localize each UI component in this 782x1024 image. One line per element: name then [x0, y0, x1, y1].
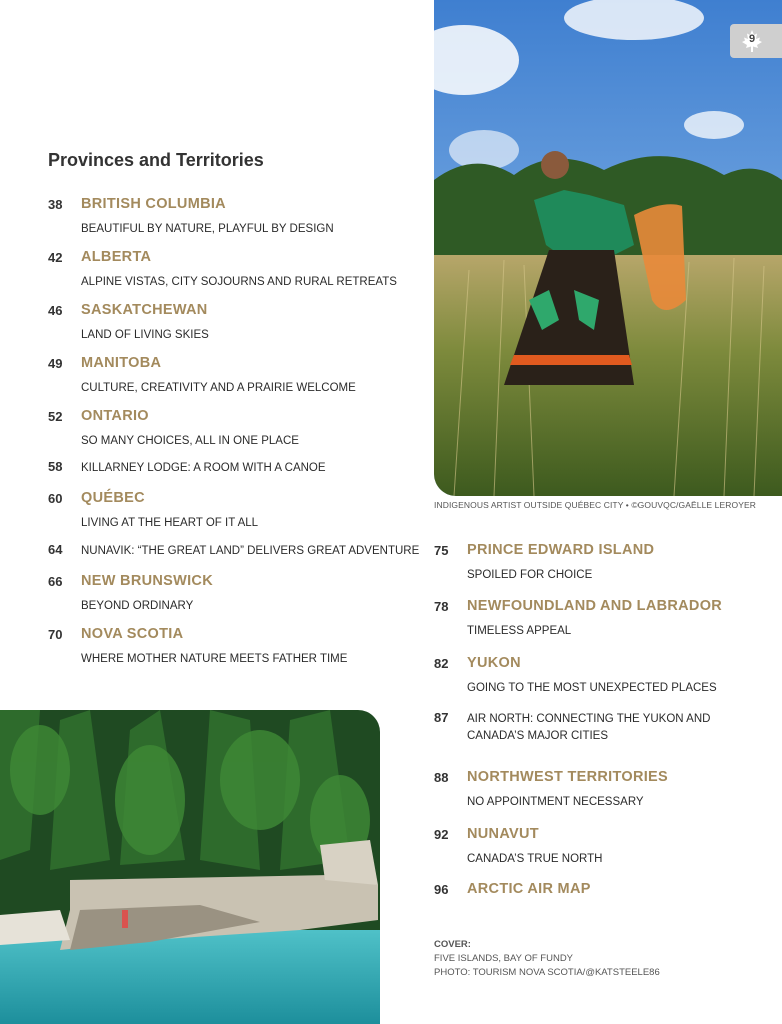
- entry-description: CANADA’S TRUE NORTH: [467, 853, 603, 865]
- entry-description: LIVING AT THE HEART OF IT ALL: [81, 517, 259, 529]
- cover-location: FIVE ISLANDS, BAY OF FUNDY: [434, 953, 574, 964]
- page-ref: 96: [434, 882, 449, 897]
- region-name: BRITISH COLUMBIA: [81, 196, 226, 212]
- page-ref: 49: [48, 356, 63, 371]
- page-ref: 66: [48, 574, 63, 589]
- shoreline-photo: [0, 710, 380, 1024]
- entry-description: KILLARNEY LODGE: A ROOM WITH A CANOE: [81, 462, 326, 474]
- photo-caption: INDIGENOUS ARTIST OUTSIDE QUÉBEC CITY • ©GOUVQC/GAËLLE LEROYER: [434, 500, 756, 510]
- entry-description: NUNAVIK: “THE GREAT LAND” DELIVERS GREAT ADVENTURE: [81, 545, 420, 557]
- entry-description: CULTURE, CREATIVITY AND A PRAIRIE WELCOME: [81, 382, 356, 394]
- region-name: NUNAVUT: [467, 826, 539, 842]
- region-name: MANITOBA: [81, 355, 162, 371]
- region-name: ONTARIO: [81, 408, 149, 424]
- page-ref: 70: [48, 627, 63, 642]
- page-ref: 75: [434, 543, 449, 558]
- region-name: QUÉBEC: [81, 490, 145, 506]
- page-ref: 42: [48, 250, 63, 265]
- page-ref: 92: [434, 827, 449, 842]
- region-name: ARCTIC AIR MAP: [467, 881, 591, 897]
- page-ref: 46: [48, 303, 63, 318]
- region-name: NEWFOUNDLAND AND LABRADOR: [467, 598, 723, 614]
- page-ref: 88: [434, 770, 449, 785]
- entry-description: NO APPOINTMENT NECESSARY: [467, 796, 644, 808]
- region-name: NOVA SCOTIA: [81, 626, 184, 642]
- entry-description: GOING TO THE MOST UNEXPECTED PLACES: [467, 682, 717, 694]
- entry-description: LAND OF LIVING SKIES: [81, 329, 209, 341]
- entry-description: TIMELESS APPEAL: [467, 625, 572, 637]
- region-name: NORTHWEST TERRITORIES: [467, 769, 668, 785]
- cover-label: COVER:: [434, 939, 471, 950]
- page-number: 9: [748, 33, 756, 45]
- page-ref: 87: [434, 710, 449, 725]
- region-name: ALBERTA: [81, 249, 152, 265]
- entry-description: BEYOND ORDINARY: [81, 600, 194, 612]
- region-name: PRINCE EDWARD ISLAND: [467, 542, 655, 558]
- cover-photo-credit: PHOTO: TOURISM NOVA SCOTIA/@KATSTEELE86: [434, 967, 660, 978]
- page-ref: 60: [48, 491, 63, 506]
- dancer-photo: [434, 0, 782, 496]
- page-ref: 82: [434, 656, 449, 671]
- region-name: YUKON: [467, 655, 521, 671]
- page-ref: 78: [434, 599, 449, 614]
- entry-description: BEAUTIFUL BY NATURE, PLAYFUL BY DESIGN: [81, 223, 334, 235]
- region-name: NEW BRUNSWICK: [81, 573, 213, 589]
- page-ref: 64: [48, 542, 63, 557]
- page-number-tab: [730, 24, 782, 58]
- section-title: Provinces and Territories: [48, 150, 264, 170]
- page-ref: 38: [48, 197, 63, 212]
- region-name: SASKATCHEWAN: [81, 302, 208, 318]
- entry-description: AIR NORTH: CONNECTING THE YUKON AND CANADA’S MAJOR CITIES: [467, 713, 711, 742]
- entry-description: ALPINE VISTAS, CITY SOJOURNS AND RURAL RETREATS: [81, 276, 397, 288]
- entry-description: SO MANY CHOICES, ALL IN ONE PLACE: [81, 435, 299, 447]
- entry-description: SPOILED FOR CHOICE: [467, 569, 593, 581]
- page-ref: 58: [48, 459, 63, 474]
- entry-description: WHERE MOTHER NATURE MEETS FATHER TIME: [81, 653, 348, 665]
- page-ref: 52: [48, 409, 63, 424]
- cover-credit: [434, 938, 660, 980]
